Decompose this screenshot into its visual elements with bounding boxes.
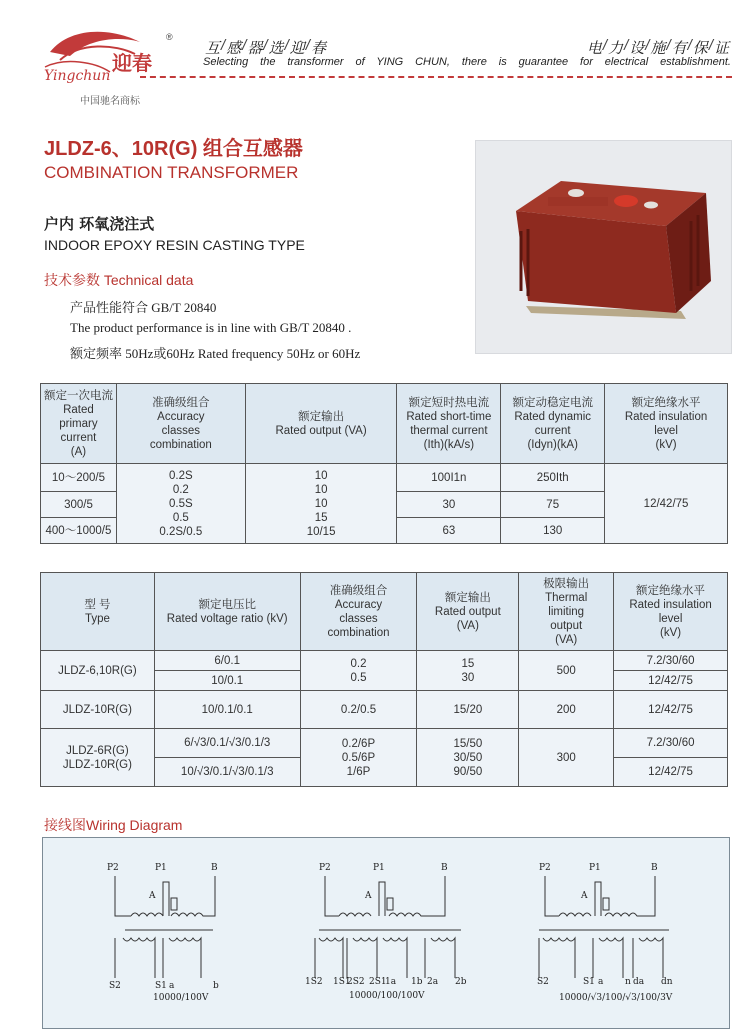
slogan-char: 感 — [226, 40, 243, 57]
slogan-en: Selecting the transformer of YING CHUN, there is guarantee for electrical establishment. — [203, 56, 731, 68]
label-A: A — [365, 891, 372, 901]
cell-ratio: 10/0.1/0.1 — [154, 691, 300, 729]
text-line: 15 — [314, 511, 328, 524]
text-line: 0.5 — [350, 671, 367, 684]
text-line: classes — [339, 612, 378, 625]
text-line: 额定动稳定电流 — [512, 396, 593, 409]
header-thermal — [397, 384, 501, 464]
header-accuracy — [300, 573, 417, 651]
text-line: Accuracy — [157, 410, 205, 423]
standard-cn: 产品性能符合 GB/T 20840 — [70, 300, 217, 315]
label-P1: P1 — [155, 863, 167, 873]
label-B: B — [651, 863, 658, 873]
text-line: 0.5S — [168, 497, 193, 510]
header-insulation — [605, 384, 728, 464]
text-line: output — [550, 619, 583, 632]
label-B: B — [441, 863, 448, 873]
slogan-char: 有 — [671, 40, 688, 57]
label-P2: P2 — [539, 863, 551, 873]
cell-type — [41, 729, 155, 787]
type-en: INDOOR EPOXY RESIN CASTING TYPE — [44, 237, 305, 253]
ratio-d2: 10000/100/100V — [349, 991, 425, 1001]
logo-cn: 迎春 — [112, 51, 152, 75]
cell-output — [245, 464, 397, 544]
text-line: 10/15 — [306, 525, 336, 538]
header-voltage-ratio — [154, 573, 300, 651]
section-technical: 技术参数 Technical data — [44, 272, 194, 288]
text-line: combination — [327, 626, 390, 639]
trademark-label: 中国驰名商标 — [80, 96, 140, 107]
slogan-char: 迎 — [289, 40, 306, 57]
slogan-char: 器 — [247, 40, 264, 57]
text-line: limiting — [548, 605, 585, 618]
slogan-left — [205, 37, 327, 58]
company-logo — [40, 22, 180, 92]
label-2S1: 2S1 — [369, 977, 387, 987]
text-line: (Idyn)(kA) — [527, 438, 578, 451]
label-A: A — [581, 891, 588, 901]
text-line: 30 — [461, 671, 475, 684]
text-line: 0.2 — [350, 657, 367, 670]
slogan-char: 电 — [586, 40, 603, 57]
cell-limiting: 300 — [519, 729, 614, 787]
frequency-text: 额定频率 50Hz或60Hz Rated frequency 50Hz or 60Hz — [70, 346, 361, 361]
header-accuracy — [116, 384, 245, 464]
slogan-cn — [205, 37, 730, 58]
section-wiring: 接线图Wiring Diagram — [44, 817, 183, 833]
header-insulation — [614, 573, 728, 651]
cell-limiting: 200 — [519, 691, 614, 729]
cell-insulation: 12/42/75 — [614, 758, 728, 787]
label-a: a — [598, 977, 604, 987]
cell-type: JLDZ-10R(G) — [41, 691, 155, 729]
cell-output — [417, 651, 519, 691]
text-line: 型 号 — [84, 598, 111, 611]
label-P2: P2 — [107, 863, 119, 873]
text-line: Thermal — [545, 591, 588, 604]
label-S2: S2 — [109, 981, 121, 991]
cell-dynamic: 250Ith — [501, 464, 605, 492]
text-line: 额定绝缘水平 — [636, 584, 706, 597]
text-line: 0.5 — [172, 511, 189, 524]
text-line: 极限输出 — [543, 577, 590, 590]
text-line: 额定输出 — [298, 410, 345, 423]
cell-ratio: 6/0.1 — [154, 651, 300, 671]
label-P2: P2 — [319, 863, 331, 873]
text-line: 额定短时热电流 — [408, 396, 490, 409]
page-title: JLDZ-6、10R(G) 组合互感器 — [44, 138, 303, 160]
slogan-char: 设 — [629, 40, 646, 57]
ratio-d1: 10000/100V — [153, 993, 209, 1003]
cell-primary: 400～1000/5 — [41, 518, 117, 544]
text-line: Rated output (VA) — [275, 424, 367, 437]
text-line: 10 — [314, 469, 328, 482]
text-line: 15/50 — [453, 737, 483, 750]
text-line: current — [60, 431, 97, 444]
ratio-d3: 10000/√3/100/√3/100/3V — [559, 993, 673, 1003]
cell-type: JLDZ-6,10R(G) — [41, 651, 155, 691]
text-line: (kV) — [655, 438, 677, 451]
text-line: 准确级组合 — [329, 584, 388, 597]
label-dn: dn — [661, 977, 673, 987]
cell-output — [417, 729, 519, 787]
text-line: JLDZ-6R(G) — [66, 744, 129, 757]
cell-ratio: 6/√3/0.1/√3/0.1/3 — [154, 729, 300, 758]
label-1S1: 1S1 — [333, 977, 351, 987]
text-line: 10 — [314, 483, 328, 496]
text-line: combination — [149, 438, 212, 451]
cell-thermal: 63 — [397, 518, 501, 544]
text-line: (VA) — [456, 619, 479, 632]
text-line: Rated dynamic — [514, 410, 592, 423]
label-S1: S1 — [583, 977, 595, 987]
slogan-char: 互 — [205, 40, 222, 57]
text-line: Accuracy — [334, 598, 383, 611]
slogan-separator: / — [624, 37, 630, 54]
logo-script: Yingchun — [44, 68, 111, 84]
text-line: (Ith)(kA/s) — [423, 438, 475, 451]
cell-dynamic: 130 — [501, 518, 605, 544]
label-1S2: 1S2 — [305, 977, 323, 987]
label-P1: P1 — [589, 863, 601, 873]
text-line: classes — [161, 424, 200, 437]
text-line: (kV) — [660, 626, 682, 639]
label-a: a — [169, 981, 175, 991]
label-b: b — [213, 981, 219, 991]
slogan-separator: / — [242, 37, 248, 54]
text-line: 30/50 — [453, 751, 483, 764]
text-line: (A) — [70, 445, 87, 458]
cell-insulation: 12/42/75 — [605, 464, 728, 544]
text-line: 0.2 — [172, 483, 189, 496]
voltage-transformer-table — [40, 572, 728, 787]
slogan-separator: / — [305, 37, 311, 54]
cell-primary: 10～200/5 — [41, 464, 117, 492]
text-line: level — [658, 612, 683, 625]
text-line: 准确级组合 — [152, 396, 210, 409]
slogan-separator: / — [284, 37, 290, 54]
text-line: 0.2S/0.5 — [159, 525, 203, 538]
text-line: 额定输出 — [444, 591, 491, 604]
header-limiting — [519, 573, 614, 651]
text-line: JLDZ-10R(G) — [62, 758, 132, 771]
wiring-diagram — [42, 837, 730, 1029]
text-line: level — [654, 424, 678, 437]
label-S2: S2 — [537, 977, 549, 987]
text-line: thermal current — [410, 424, 488, 437]
slogan-char: 保 — [692, 40, 709, 57]
text-line: 0.5/6P — [341, 751, 376, 764]
text-line: Rated voltage ratio (kV) — [166, 612, 288, 625]
header-output — [245, 384, 397, 464]
text-line: Rated insulation — [629, 598, 712, 611]
slogan-separator: / — [221, 37, 227, 54]
cell-primary: 300/5 — [41, 492, 117, 518]
slogan-separator: / — [645, 37, 651, 54]
label-2S2: 2S2 — [347, 977, 365, 987]
label-P1: P1 — [373, 863, 385, 873]
label-A: A — [149, 891, 156, 901]
text-line: (VA) — [555, 633, 578, 646]
slogan-separator: / — [263, 37, 269, 54]
page-subtitle: COMBINATION TRANSFORMER — [44, 163, 299, 182]
text-line: 0.2/6P — [341, 737, 376, 750]
label-B: B — [211, 863, 218, 873]
cell-accuracy — [300, 651, 417, 691]
current-transformer-table — [40, 383, 728, 544]
slogan-char: 施 — [650, 40, 667, 57]
header-dynamic — [501, 384, 605, 464]
header-rated-primary — [41, 384, 117, 464]
cell-insulation: 7.2/30/60 — [614, 651, 728, 671]
slogan-right — [587, 37, 730, 58]
cell-limiting: 500 — [519, 651, 614, 691]
cell-accuracy — [116, 464, 245, 544]
cell-insulation: 12/42/75 — [614, 691, 728, 729]
label-S1: S1 — [155, 981, 167, 991]
slogan-char: 春 — [310, 40, 327, 57]
slogan-char: 证 — [713, 40, 730, 57]
text-line: 15 — [461, 657, 475, 670]
label-2b: 2b — [455, 977, 467, 987]
text-line: 90/50 — [453, 765, 483, 778]
text-line: Rated primary — [59, 403, 98, 430]
label-1b: 1b — [411, 977, 423, 987]
text-line: 1/6P — [346, 765, 371, 778]
header-type — [41, 573, 155, 651]
text-line: 额定电压比 — [198, 598, 256, 611]
cell-accuracy: 0.2/0.5 — [300, 691, 417, 729]
text-line: 10 — [314, 497, 328, 510]
cell-thermal: 30 — [397, 492, 501, 518]
cell-insulation: 7.2/30/60 — [614, 729, 728, 758]
cell-thermal: 100I1n — [397, 464, 501, 492]
text-line: Rated output — [434, 605, 501, 618]
cell-output: 15/20 — [417, 691, 519, 729]
cell-accuracy — [300, 729, 417, 787]
product-photo — [475, 140, 732, 354]
cell-insulation: 12/42/75 — [614, 671, 728, 691]
slogan-separator: / — [687, 37, 693, 54]
header-output — [417, 573, 519, 651]
label-da: da — [633, 977, 645, 987]
slogan-separator: / — [602, 37, 609, 54]
text-line: Type — [84, 612, 110, 625]
slogan-separator: / — [708, 37, 714, 54]
slogan-char: 力 — [608, 40, 625, 57]
label-n: n — [625, 977, 631, 987]
text-line: 0.2S — [168, 469, 193, 482]
label-1a: 1a — [385, 977, 397, 987]
cell-ratio: 10/√3/0.1/√3/0.1/3 — [154, 758, 300, 787]
text-line: 额定绝缘水平 — [631, 396, 701, 409]
slogan-char: 选 — [268, 40, 285, 57]
standard-en: The product performance is in line with GB/T 20840 . — [70, 320, 352, 335]
text-line: 额定一次电流 — [43, 389, 113, 402]
registered-mark: ® — [166, 32, 173, 42]
text-line: Rated insulation — [624, 410, 708, 423]
slogan-separator: / — [666, 37, 672, 54]
cell-ratio: 10/0.1 — [154, 671, 300, 691]
label-2a: 2a — [427, 977, 439, 987]
header-divider — [140, 76, 732, 78]
text-line: Rated short-time — [406, 410, 492, 423]
type-cn: 户内 环氧浇注式 — [44, 215, 155, 233]
text-line: current — [534, 424, 571, 437]
cell-dynamic: 75 — [501, 492, 605, 518]
